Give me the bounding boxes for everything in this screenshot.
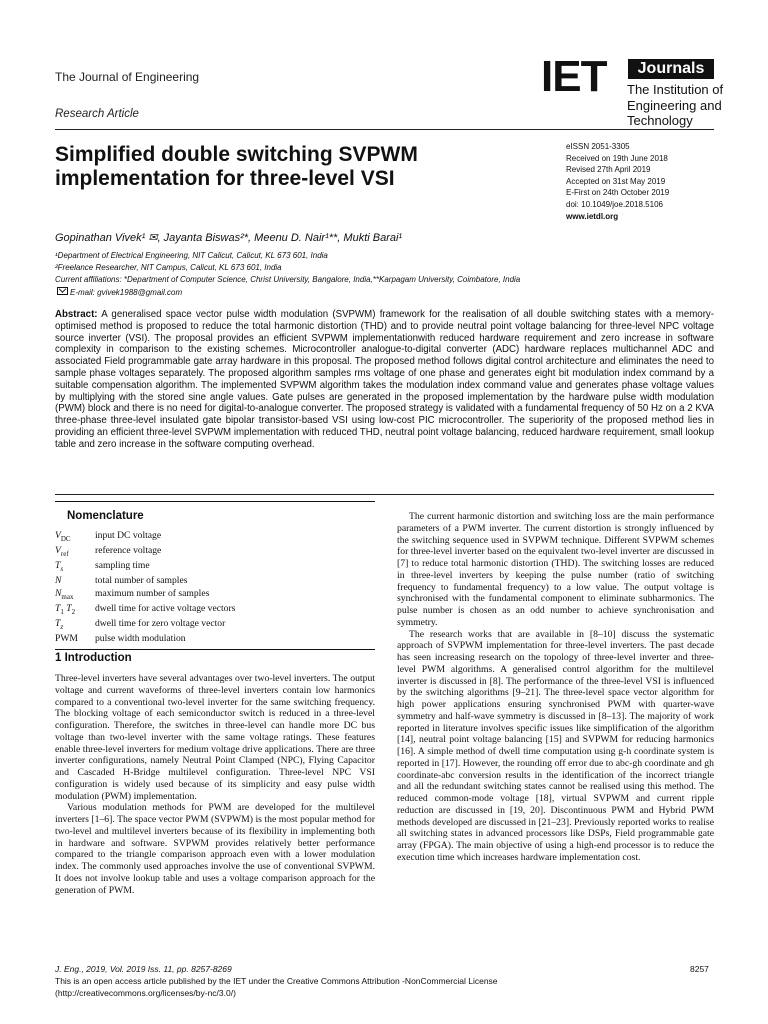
paper-title: Simplified double switching SVPWM implementation for three-level VSI — [55, 143, 418, 190]
section-heading-introduction: 1 Introduction — [55, 652, 132, 664]
iet-logo — [541, 52, 607, 101]
nomenclature-symbol: $T_s$ — [55, 560, 64, 574]
nomenclature-definition: sampling time — [95, 560, 150, 572]
institution-line-1: The Institution of — [627, 82, 724, 97]
nomenclature-symbol: $T_z$ — [55, 617, 64, 631]
nomenclature-definition: reference voltage — [95, 545, 162, 557]
paragraph: The current harmonic distortion and switching loss are the main performance parameters of a PWM inverter. The current distortion is strongly influenced by the switching sequence used in SVPWM technique. Different SVPWM schemes for three-level inverter based on the equivalent two-level inverter are discussed in [7] to reduce total harmonic distortion (THD). The switching losses are reduced in three-level inverters by keeping the pulse number (ratio of switching frequency to fundamental frequency) to a low value. The output voltage is synchronised with the fundamental component to eliminate subharmonics. The pulse number is chosen as an odd number to achieve synchronisation and symmetry. — [397, 511, 714, 628]
nomenclature-row — [55, 545, 375, 560]
license-notice — [55, 976, 714, 999]
abstract-label: Abstract: — [55, 309, 98, 320]
nomenclature-symbol: PWM — [55, 632, 78, 644]
nomenclature-row — [55, 560, 375, 575]
license-line: This is an open access article published by the IET under the Creative Commons Attribution -NonCommercial License — [55, 976, 498, 986]
nomenclature-symbol: $N_{max}$ — [55, 587, 74, 601]
nomenclature-definition: input DC voltage — [95, 530, 162, 541]
license-link[interactable]: (http://creativecommons.org/licenses/by-nc/3.0/) — [55, 987, 236, 998]
current-affiliations: Current affiliations: *Department of Computer Science, Christ University, Bangalore, India,**Karpagam University, Coimbatore, India — [55, 275, 521, 284]
nomenclature-row — [55, 530, 375, 545]
nomenclature-row — [55, 575, 375, 587]
nomenclature-definition: dwell time for active voltage vectors — [95, 602, 236, 614]
meta-url[interactable]: www.ietdl.org — [566, 211, 619, 221]
left-column-text — [55, 673, 375, 896]
author-list: Gopinathan Vivek¹ ✉, Jayanta Biswas²*, Meenu D. Nair¹**, Mukti Barai¹ — [55, 232, 403, 244]
right-column-text — [397, 511, 714, 864]
meta-received: Received on 19th June 2018 — [566, 153, 668, 163]
nomenclature-symbol: N — [55, 575, 62, 587]
paragraph: Three-level inverters have several advantages over two-level inverters. The output voltage and current waveforms of three-level inverters contain low harmonics compared to a conventional two-level inverter for the same switching frequency. The blocking voltage of each semiconductor switch is reduced in a three-level configuration. Therefore, the switches in three-level can handle more DC bus voltage than two-level inverter with the same voltage ratings. These features enable three-level inverters for medium voltage drive applications. There are three inverter configurations, namely Neutral Point Clamped (NPC), Flying Capacitor and Cascaded H-Bridge multilevel configuration. Three-level NPC VSI configuration is widely used because of its simplicity and easy pulse width modulation (PWM) implementation. — [55, 673, 375, 802]
nomenclature-box — [55, 501, 375, 650]
nomenclature-definition: pulse width modulation — [95, 632, 186, 644]
page-number: 8257 — [690, 964, 709, 974]
citation-footer: J. Eng., 2019, Vol. 2019 Iss. 11, pp. 8257-8269 — [55, 964, 232, 974]
nomenclature-definition: dwell time for zero voltage vector — [95, 617, 226, 629]
iet-logo-letters: IET — [541, 52, 607, 101]
meta-efirst: E-First on 24th October 2019 — [566, 188, 670, 198]
nomenclature-title: Nomenclature — [67, 510, 144, 522]
nomenclature-symbol: $V_{ref}$ — [55, 545, 69, 559]
paragraph: The research works that are available in [8–10] discuss the systematic approach of SVPWM implementation for three-level inverters. The past decade has seen increasing research on the topology of three-level inverter and three-level PWM algorithms. A generalised control algorithm for the multilevel inverter is discussed in [8]. The performance of the three-level VSI is influenced by the switching algorithms [9–21]. The three-level space vector algorithm for high power applications ensuring synchronised PWM with quarter-wave symmetry and half-wave symmetry is discussed in [8–13]. The majority of work reported in literature involves specific issues like simplification of the algorithm [14], neutral point voltage balancing [15] and SVPWM for reducing harmonics [16]. A simple method of dwell time computation using g-h coordinate system is reported in [17]. However, the rounding off error due to abc-gh coordinate and gh coordinate-abc conversion results in the identification of the incorrect triangle and all the redundant switching states cannot be realised using this method. The reduced common-mode voltage [18], virtual SVPWM and current ripple reduction are discussed in [19, 20]. Discontinuous PWM and Hybrid PWM methods developed are discussed in [21–23]. Previously reported works to realise all switching states in advanced processors like DSPs, Field programmable gate array (FPGA). The main objective of using a high-end processor is to reduce the execution time which increases hardware implementation cost. — [397, 628, 714, 863]
affiliation-2: ²Freelance Researcher, NIT Campus, Calicut, KL 673 601, India — [55, 263, 282, 272]
article-type: Research Article — [55, 108, 139, 120]
nomenclature-definition: total number of samples — [95, 575, 188, 587]
journal-name: The Journal of Engineering — [55, 70, 200, 84]
nomenclature-definition: maximum number of samples — [95, 587, 210, 599]
article-meta — [566, 141, 726, 222]
institution-name — [627, 82, 768, 129]
abstract — [55, 309, 714, 451]
nomenclature-symbol: $T_1$ $T_2$ — [55, 602, 76, 616]
meta-revised: Revised 27th April 2019 — [566, 165, 651, 175]
journals-badge: Journals — [628, 59, 714, 79]
meta-eissn: eISSN 2051-3305 — [566, 142, 630, 151]
nomenclature-row — [55, 618, 375, 633]
abstract-rule — [55, 494, 714, 495]
mail-icon — [57, 287, 68, 295]
abstract-text: A generalised space vector pulse width modulation (SVPWM) framework for the realisation of all double switching states with a memory-optimised method is proposed to reduce the total harmonic distortion (THD) and to provide neutral point voltage balancing for three-level NPC voltage source inverter (VSI). The proposal provides an efficient SVPWM implementationwith reduced hardware requirement and zero increase in software complexity in comparison to the existing schemes. Microcontroller analogue-to-digital converter (ADC) hardware replaces multichannel ADC and associated Field programmable gate array hardware in this proposal. The proposed method follows digital control architecture and eliminates the need to sample phase voltages separately. The proposed algorithm samples rms voltage of one phase and generates eight bit modulation index command by a suitable compensation algorithm. The implemented SVPWM algorithm takes the modulation index command value and generates phase voltage values by multiplying with the stored sine angle values. Gate pulses are generated in the proposed implementation by the hardware pulse width modulation (PWM) block and there is no need for digital-to-analogue converter. The proposed strategy is validated with a fundamental frequency of 50 Hz on a 2 KVA three-phase three-level insulated gate bipolar transistor-based VSI using low-cost PIC microcontroller. The superiority of the proposed method lies in providing an efficient three-level SVPWM implementation with reduced THD, neutral point voltage balancing, reduced hardware requirement, small lookup table and zero increase in the software computing overhead. — [55, 309, 714, 450]
paragraph: Various modulation methods for PWM are developed for the multilevel inverters [1–6]. The space vector PWM (SVPWM) is the most popular method for two-level and multilevel inverters because of its flexibility in implementing both in hardware and software. SVPWM provides relatively better performance compared to the triangle comparison approach even with a lower modulation index. The commonly used approaches involve the use of conventional SVPWM. It does not involve lookup table and uses a voltage comparison approach for the generation of PWM. — [55, 802, 375, 896]
affiliation-1: ¹Department of Electrical Engineering, NIT Calicut, Calicut, KL 673 601, India — [55, 251, 328, 260]
email-line — [55, 287, 182, 297]
author-email[interactable]: E-mail: gvivek1988@gmail.com — [70, 288, 183, 297]
nomenclature-row — [55, 603, 375, 618]
nomenclature-row — [55, 588, 375, 603]
meta-accepted: Accepted on 31st May 2019 — [566, 176, 666, 186]
institution-line-2: Engineering and Technology — [627, 97, 722, 128]
header-rule — [55, 129, 714, 130]
meta-doi[interactable]: doi: 10.1049/joe.2018.5106 — [566, 199, 663, 209]
nomenclature-symbol: $V_{DC}$ — [55, 530, 71, 543]
nomenclature-row — [55, 633, 375, 645]
